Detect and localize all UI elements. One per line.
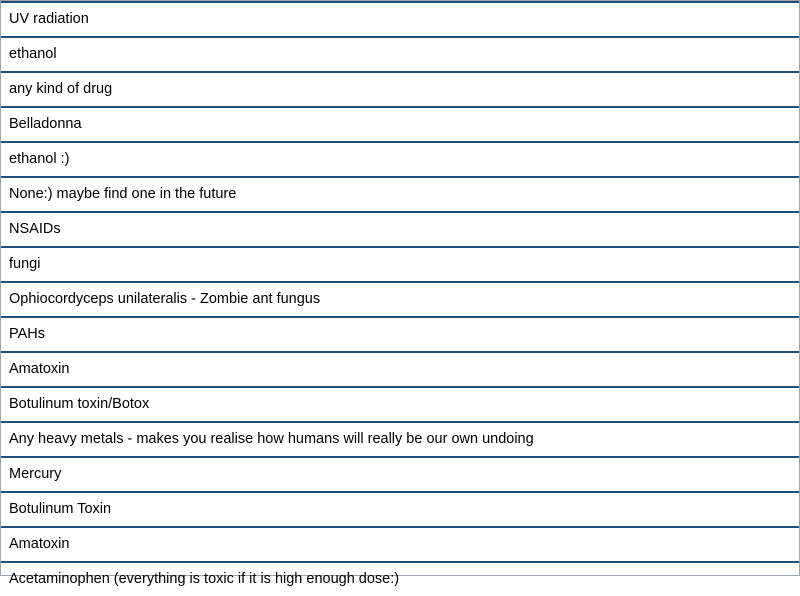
table-row	[1, 527, 799, 562]
responses-table	[1, 1, 799, 596]
table-row	[1, 2, 799, 37]
table-row	[1, 177, 799, 212]
table-cell-answer: Botulinum toxin/Botox	[1, 387, 799, 422]
table-cell-answer: PAHs	[1, 317, 799, 352]
table-row	[1, 457, 799, 492]
table-cell-answer: ethanol :)	[1, 142, 799, 177]
table-cell-answer: UV radiation	[1, 2, 799, 37]
table-row	[1, 422, 799, 457]
table-row	[1, 212, 799, 247]
table-cell-answer: NSAIDs	[1, 212, 799, 247]
table-cell-answer: ethanol	[1, 37, 799, 72]
table-cell-answer: Amatoxin	[1, 527, 799, 562]
table-cell-answer: Ophiocordyceps unilateralis - Zombie ant fungus	[1, 282, 799, 317]
table-body	[1, 2, 799, 596]
table-row	[1, 492, 799, 527]
table-row	[1, 562, 799, 596]
table-row	[1, 387, 799, 422]
table-cell-answer: None:) maybe find one in the future	[1, 177, 799, 212]
table-cell-answer: Amatoxin	[1, 352, 799, 387]
table-row	[1, 142, 799, 177]
table-row	[1, 72, 799, 107]
table-row	[1, 107, 799, 142]
table-cell-answer: fungi	[1, 247, 799, 282]
table-cell-answer: Botulinum Toxin	[1, 492, 799, 527]
table-cell-answer: Any heavy metals - makes you realise how humans will really be our own undoing	[1, 422, 799, 457]
table-cell-answer: Belladonna	[1, 107, 799, 142]
table-cell-answer: Mercury	[1, 457, 799, 492]
table-cell-answer: any kind of drug	[1, 72, 799, 107]
table-cell-answer: Acetaminophen (everything is toxic if it is high enough dose:)	[9, 571, 400, 587]
table-row	[1, 352, 799, 387]
table-row	[1, 317, 799, 352]
table-row	[1, 37, 799, 72]
table-row	[1, 282, 799, 317]
table-row	[1, 247, 799, 282]
